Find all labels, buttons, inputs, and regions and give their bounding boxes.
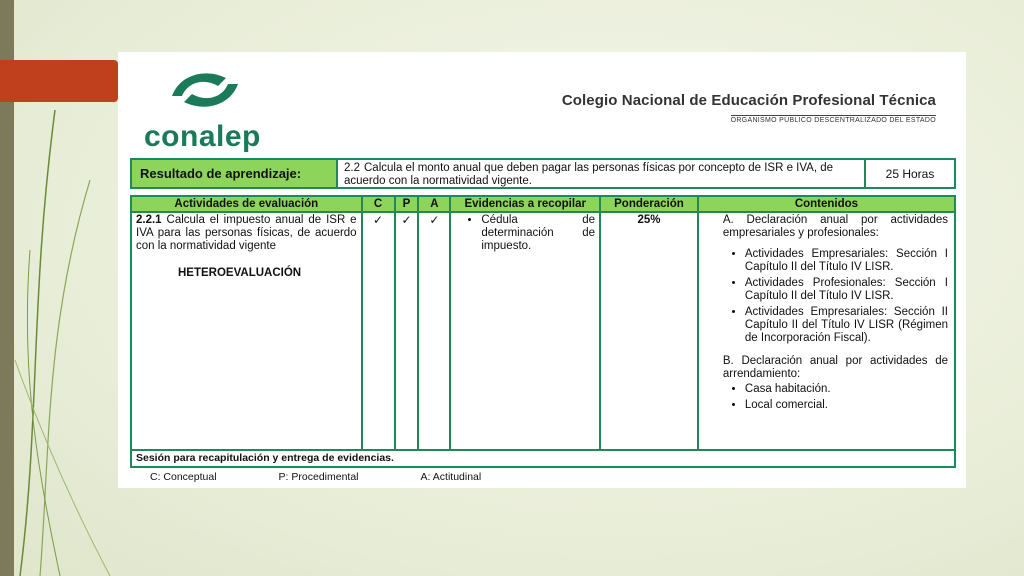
- check-c-icon: ✓: [362, 212, 395, 450]
- table-row: [131, 212, 955, 450]
- result-label: Resultado de aprendizaje:: [132, 160, 338, 187]
- logo-text: conalep: [144, 120, 261, 153]
- evidence-list: [455, 214, 595, 253]
- evaluation-table: [130, 195, 956, 468]
- activity-number: 2.2.1: [136, 214, 162, 226]
- header-activities: Actividades de evaluación: [131, 196, 362, 212]
- check-a-icon: ✓: [418, 212, 450, 450]
- college-subtitle: ORGANISMO PÚBLICO DESCENTRALIZADO DEL ESTADO: [730, 117, 936, 124]
- evidence-item: • Cédula de determinación de impuesto.: [481, 214, 595, 253]
- list-item: • Actividades Empresariales: Sección II Capítulo II del Título IV LISR (Régimen de Incorporación Fiscal).: [745, 306, 948, 345]
- list-item: • Actividades Empresariales: Sección I Capítulo II del Título IV LISR.: [745, 248, 948, 274]
- list-item: • Actividades Profesionales: Sección I Capítulo II del Título IV LISR.: [745, 277, 948, 303]
- list-item: • Local comercial.: [745, 399, 948, 412]
- weight-value: 25%: [600, 212, 698, 450]
- header-a: A: [418, 196, 450, 212]
- evidence-cell: [450, 212, 600, 450]
- evaluation-type: HETEROEVALUACIÓN: [178, 267, 302, 279]
- learning-result-row: [130, 158, 956, 189]
- check-p-icon: ✓: [395, 212, 419, 450]
- contents-a-heading: A. Declaración anual por actividades empresariales y profesionales:: [722, 214, 948, 239]
- header-c: C: [362, 196, 395, 212]
- legend: [150, 471, 543, 483]
- table-header-row: [131, 196, 955, 212]
- red-accent-tab: [0, 60, 118, 102]
- result-number: 2.2: [344, 162, 360, 174]
- result-hours: 25 Horas: [885, 166, 935, 181]
- college-header: [562, 92, 936, 127]
- result-text: [338, 160, 866, 187]
- contents-b-list: [703, 383, 948, 412]
- legend-p: P: Procedimental: [278, 471, 359, 483]
- activity-description: [136, 214, 357, 253]
- legend-a: A: Actitudinal: [420, 471, 482, 483]
- activity-text: Calcula el impuesto anual de ISR e IVA para las personas físicas, de acuerdo con la normatividad vigente: [136, 214, 357, 252]
- result-description: Calcula el monto anual que deben pagar las personas físicas por concepto de ISR e IVA, de acuerdo con la normatividad vigente.: [344, 162, 834, 187]
- slide-content: [118, 52, 966, 488]
- header-p: P: [395, 196, 419, 212]
- header-contents: Contenidos: [698, 196, 955, 212]
- contents-b-heading: B. Declaración anual por actividades de arrendamiento:: [722, 355, 948, 380]
- header-weight: Ponderación: [600, 196, 698, 212]
- table-footer-text: Sesión para recapitulación y entrega de evidencias.: [131, 450, 955, 467]
- header-evidence: Evidencias a recopilar: [450, 196, 600, 212]
- contents-cell: [698, 212, 955, 450]
- college-name: Colegio Nacional de Educación Profesional Técnica: [561, 92, 936, 109]
- contents-a-list: [703, 248, 948, 345]
- list-item: • Casa habitación.: [745, 383, 948, 396]
- legend-c: C: Conceptual: [150, 471, 217, 483]
- conalep-logo: [144, 66, 269, 152]
- conalep-logo-icon: [166, 66, 244, 116]
- activity-cell: [131, 212, 362, 450]
- table-footer-row: [131, 450, 955, 467]
